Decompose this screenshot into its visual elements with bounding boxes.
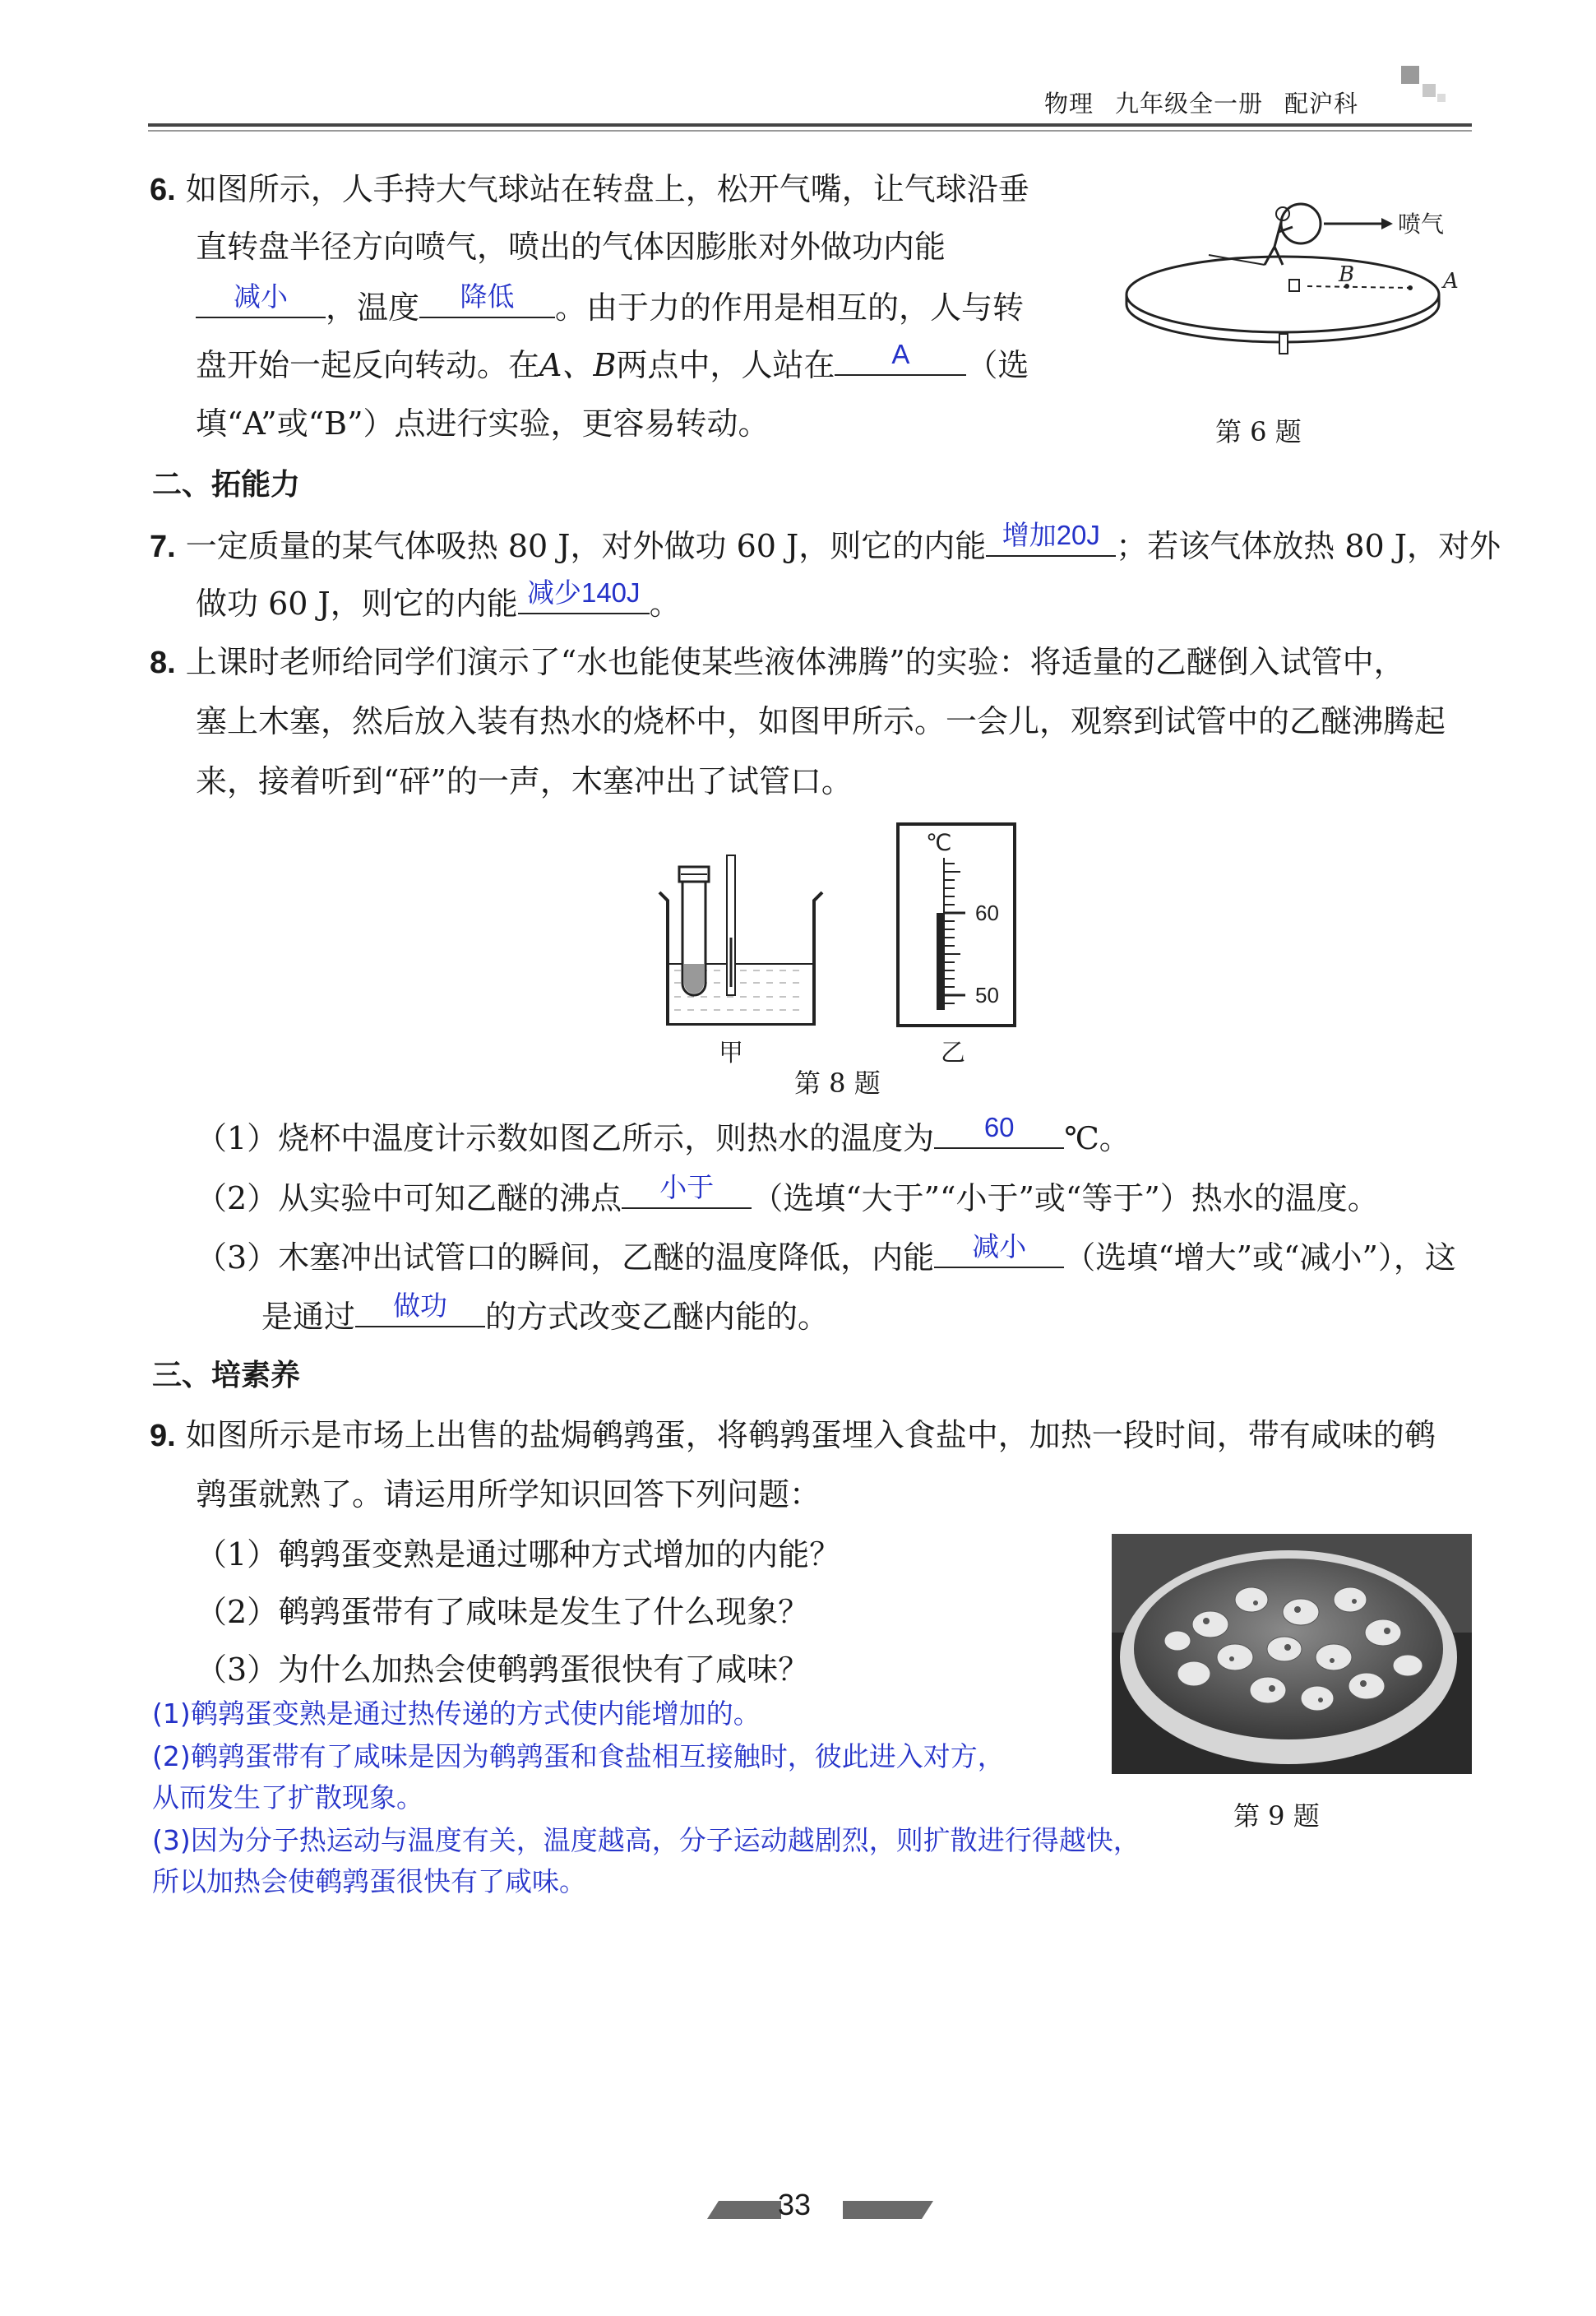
- header-grade: 九年级全一册: [1115, 90, 1264, 118]
- q6-spray-label: 喷气: [1398, 211, 1445, 238]
- q8-blank-4[interactable]: [355, 1290, 485, 1327]
- page-number-right-bar: [843, 2201, 933, 2219]
- q7-blank-2[interactable]: [518, 577, 650, 614]
- q8-blank-2[interactable]: [622, 1174, 752, 1209]
- q8-answer-1: 60: [983, 1112, 1015, 1142]
- q6-line-1: 6. 如图所示，人手持大气球站在转盘上，松开气嘴，让气球沿垂: [150, 171, 1029, 207]
- q8-tick-50: 50: [975, 983, 999, 1007]
- q6-line-3: 减小 ，温度 降低 。由于力的作用是相互的，人与转: [196, 284, 1024, 328]
- q9-answer-2b: 从而发生了扩散现象。: [152, 1781, 423, 1813]
- q8-answer-4: 做功: [393, 1290, 448, 1321]
- q8-sub-3-cont: 是通过 做功 的方式改变乙醚内能的。: [261, 1290, 830, 1335]
- thermometer-mercury: [937, 913, 944, 1010]
- header-rule-thin: [148, 130, 1472, 132]
- q9-sub-2: （2）鹌鹑蛋带有了咸味是发生了什么现象？: [196, 1594, 810, 1630]
- q6-answer-2: 降低: [460, 281, 515, 312]
- q8-tick-60: 60: [975, 901, 999, 925]
- section-3-title: 三、培素养: [152, 1359, 301, 1392]
- q7-answer-1: 增加20J: [1002, 520, 1100, 550]
- header-rule: [148, 123, 1472, 127]
- section-2-title: 二、拓能力: [152, 468, 301, 502]
- q9-line-2: 鹑蛋就熟了。请运用所学知识回答下列问题：: [196, 1476, 821, 1512]
- q7-line-2: 做功 60 J，则它的内能 减少140J 。: [196, 577, 681, 622]
- q6-answer-1: 减小: [234, 281, 288, 312]
- q6-number: 6.: [150, 173, 176, 207]
- q8-line-2: 塞上木塞，然后放入装有热水的烧杯中，如图甲所示。一会儿，观察到试管中的乙醚沸腾起: [196, 703, 1446, 739]
- page-number: 33: [778, 2188, 812, 2221]
- q6-blank-2[interactable]: [419, 281, 555, 318]
- q6-point-b-label: B: [1339, 262, 1355, 287]
- q9-number: 9.: [150, 1419, 176, 1453]
- q8-sub-3: （3）木塞冲出试管口的瞬间，乙醚的温度降低，内能 减小 （选填“增大”或“减小”），这: [196, 1231, 1456, 1276]
- q6-line-4: 盘开始一起反向转动。在A、B两点中，人站在 A （选: [196, 339, 1029, 383]
- q9-caption: 第 9 题: [1233, 1800, 1320, 1832]
- header-edition: 配沪科: [1284, 90, 1359, 118]
- q9-sub-1: （1）鹌鹑蛋变熟是通过哪种方式增加的内能？: [196, 1536, 841, 1573]
- q8-fig-unit: ℃: [926, 829, 952, 856]
- q6-blank-3[interactable]: [835, 341, 966, 376]
- q8-fig-yi-label: 乙: [941, 1039, 965, 1068]
- q7-line-1: 7. 一定质量的某气体吸热 80 J，对外做功 60 J，则它的内能 增加20J ；若该气体放热 80 J，对外: [150, 520, 1501, 564]
- q8-answer-3: 减小: [972, 1231, 1027, 1262]
- q8-sub-1: （1）烧杯中温度计示数如图乙所示，则热水的温度为 60 ℃。: [196, 1112, 1131, 1156]
- q9-answer-3a: (3)因为分子热运动与温度有关，温度越高，分子运动越剧烈，则扩散进行得越快，: [152, 1824, 1140, 1856]
- q8-caption: 第 8 题: [794, 1068, 881, 1099]
- q8-line-1: 8. 上课时老师给同学们演示了“水也能使某些液体沸腾”的实验：将适量的乙醚倒入试管中，: [150, 644, 1405, 680]
- q9-answer-3b: 所以加热会使鹌鹑蛋很快有了咸味。: [152, 1865, 586, 1897]
- q6-line-5: 填“A”或“B”）点进行实验，更容易转动。: [196, 405, 770, 442]
- q8-blank-3[interactable]: [934, 1231, 1064, 1268]
- q6-point-a-label: A: [1443, 269, 1459, 294]
- q7-blank-1[interactable]: [986, 522, 1116, 557]
- q8-thermometer-figure: [895, 821, 1018, 1068]
- q9-quail-eggs-photo: [1112, 1534, 1472, 1774]
- q8-answer-2: 小于: [659, 1172, 715, 1202]
- q6-answer-3: A: [891, 339, 910, 369]
- q8-sub-2: （2）从实验中可知乙醚的沸点 小于 （选填“大于”“小于”或“等于”）热水的温度。: [196, 1172, 1379, 1216]
- q6-line-2: 直转盘半径方向喷气，喷出的气体因膨胀对外做功内能: [196, 229, 946, 265]
- q9-line-1: 9. 如图所示是市场上出售的盐焗鹌鹑蛋，将鹌鹑蛋埋入食盐中，加热一段时间，带有咸味的鹌: [150, 1417, 1436, 1453]
- header-subject: 物理: [1044, 90, 1094, 118]
- q9-answer-1: (1)鹌鹑蛋变熟是通过热传递的方式使内能增加的。: [152, 1698, 761, 1730]
- q8-number: 8.: [150, 646, 176, 680]
- page-number-left-bar: [707, 2201, 781, 2219]
- q8-blank-1[interactable]: [934, 1114, 1064, 1149]
- q7-number: 7.: [150, 530, 176, 564]
- q6-caption: 第 6 题: [1215, 416, 1302, 447]
- q6-turntable-figure: [1118, 189, 1480, 362]
- q8-beaker-figure: [650, 822, 855, 1069]
- q7-answer-2: 减少140J: [526, 577, 641, 608]
- q6-blank-1[interactable]: [196, 281, 326, 318]
- q9-answer-2a: (2)鹌鹑蛋带有了咸味是因为鹌鹑蛋和食盐相互接触时，彼此进入对方，: [152, 1740, 1005, 1772]
- header-decoration-icon: [1398, 61, 1447, 110]
- q9-sub-3: （3）为什么加热会使鹌鹑蛋很快有了咸味？: [196, 1651, 810, 1688]
- q8-line-3: 来，接着听到“砰”的一声，木塞冲出了试管口。: [196, 763, 853, 799]
- page-header: [1044, 86, 1380, 119]
- q8-fig-jia-label: 甲: [719, 1039, 743, 1068]
